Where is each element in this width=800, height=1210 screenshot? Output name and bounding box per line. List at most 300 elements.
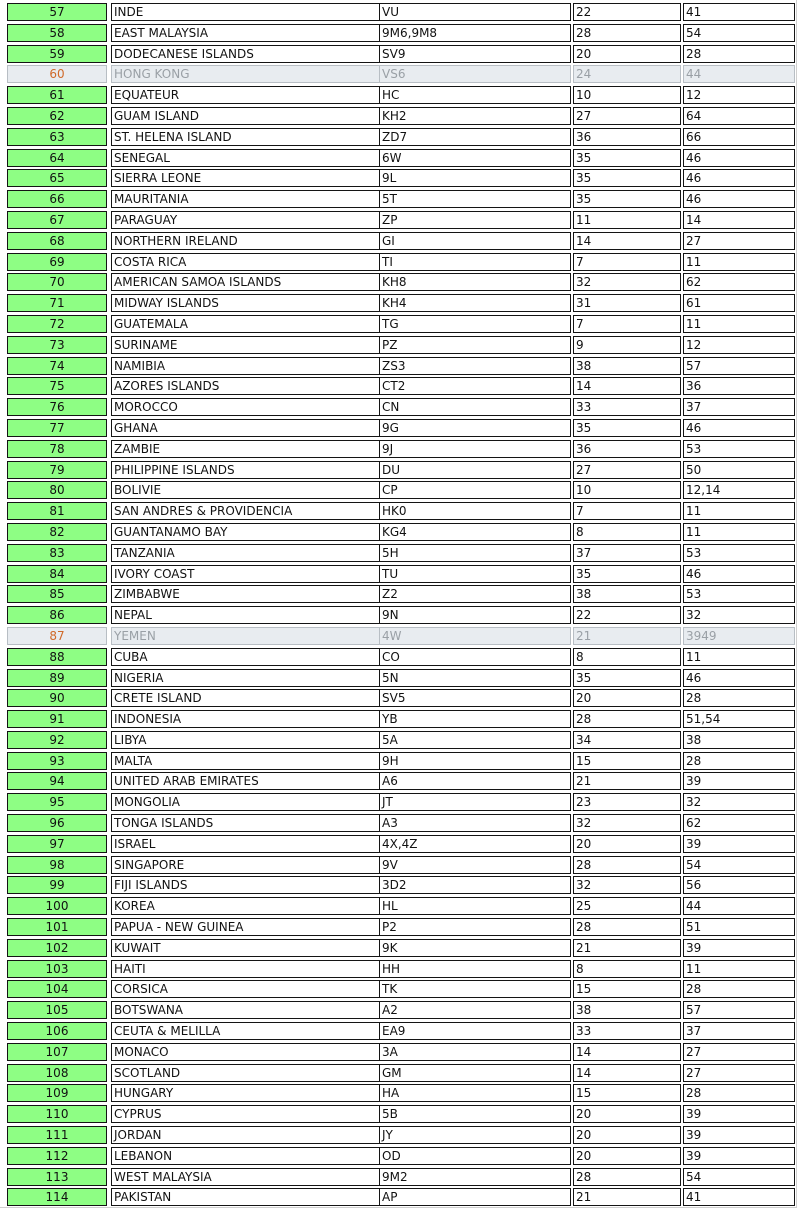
table-row [5,480,795,501]
prefix-cell: 3D2 [379,876,571,894]
itu-zone-cell: 11 [683,502,795,520]
country-name-cell: WEST MALAYSIA [111,1168,381,1186]
prefix-cell: 5B [379,1105,571,1123]
prefix-cell: HC [379,86,571,104]
entity-number-cell: 85 [7,585,107,603]
country-name-cell: INDONESIA [111,710,381,728]
itu-zone-cell: 39 [683,939,795,957]
prefix-cell: KH4 [379,294,571,312]
country-name-cell: SAN ANDRES & PROVIDENCIA [111,502,381,520]
cq-zone-cell: 20 [573,1126,681,1144]
country-name-cell: KUWAIT [111,939,381,957]
cq-zone-cell: 14 [573,377,681,395]
entity-number-cell: 112 [7,1147,107,1165]
cq-zone-cell: 28 [573,918,681,936]
table-row [5,1042,795,1063]
country-name-cell: KOREA [111,897,381,915]
prefix-cell: TG [379,315,571,333]
country-name-cell: MALTA [111,752,381,770]
prefix-cell: 5H [379,544,571,562]
prefix-cell: 9J [379,440,571,458]
country-name-cell: NEPAL [111,606,381,624]
prefix-cell: EA9 [379,1022,571,1040]
itu-zone-cell: 50 [683,461,795,479]
cq-zone-cell: 35 [573,190,681,208]
cq-zone-cell: 8 [573,960,681,978]
itu-zone-cell: 37 [683,398,795,416]
country-name-cell: PAPUA - NEW GUINEA [111,918,381,936]
entity-number-cell: 61 [7,86,107,104]
country-name-cell: CEUTA & MELILLA [111,1022,381,1040]
itu-zone-cell: 46 [683,169,795,187]
cq-zone-cell: 8 [573,523,681,541]
table-row [5,252,795,273]
itu-zone-cell: 46 [683,149,795,167]
entity-number-cell: 100 [7,897,107,915]
table-row [5,543,795,564]
itu-zone-cell: 27 [683,232,795,250]
cq-zone-cell: 38 [573,1001,681,1019]
itu-zone-cell: 39 [683,1126,795,1144]
country-name-cell: ISRAEL [111,835,381,853]
table-row [5,356,795,377]
cq-zone-cell: 22 [573,606,681,624]
prefix-cell: CP [379,481,571,499]
table-row [5,231,795,252]
cq-zone-cell: 28 [573,856,681,874]
country-name-cell: TONGA ISLANDS [111,814,381,832]
entity-number-cell: 91 [7,710,107,728]
itu-zone-cell: 27 [683,1043,795,1061]
table-row [5,418,795,439]
entity-number-cell: 73 [7,336,107,354]
country-name-cell: SIERRA LEONE [111,169,381,187]
cq-zone-cell: 35 [573,565,681,583]
entity-number-cell: 72 [7,315,107,333]
entity-number-cell: 66 [7,190,107,208]
itu-zone-cell: 37 [683,1022,795,1040]
cq-zone-cell: 32 [573,273,681,291]
prefix-cell: ZP [379,211,571,229]
entity-number-cell: 95 [7,793,107,811]
itu-zone-cell: 28 [683,45,795,63]
country-name-cell: GHANA [111,419,381,437]
table-row [5,148,795,169]
prefix-cell: P2 [379,918,571,936]
table-row [5,564,795,585]
itu-zone-cell: 39 [683,835,795,853]
country-name-cell: CYPRUS [111,1105,381,1123]
table-row [5,1187,795,1208]
cq-zone-cell: 35 [573,419,681,437]
country-name-cell: LIBYA [111,731,381,749]
entity-number-cell: 87 [7,627,107,645]
cq-zone-cell: 23 [573,793,681,811]
prefix-cell: VU [379,3,571,21]
entity-number-cell: 107 [7,1043,107,1061]
entity-number-cell: 104 [7,980,107,998]
cq-zone-cell: 15 [573,980,681,998]
cq-zone-cell: 20 [573,835,681,853]
itu-zone-cell: 53 [683,585,795,603]
table-row [5,751,795,772]
country-name-cell: GUANTANAMO BAY [111,523,381,541]
table-row [5,1021,795,1042]
entity-number-cell: 96 [7,814,107,832]
itu-zone-cell: 39 [683,772,795,790]
prefix-cell: JY [379,1126,571,1144]
prefix-cell: HK0 [379,502,571,520]
entity-number-cell: 114 [7,1188,107,1206]
table-row [5,293,795,314]
entity-number-cell: 80 [7,481,107,499]
cq-zone-cell: 20 [573,45,681,63]
table-row [5,64,795,85]
entity-number-cell: 76 [7,398,107,416]
table-row [5,1083,795,1104]
country-name-cell: AZORES ISLANDS [111,377,381,395]
table-row [5,314,795,335]
prefix-cell: A3 [379,814,571,832]
country-name-cell: HUNGARY [111,1084,381,1102]
prefix-cell: CT2 [379,377,571,395]
itu-zone-cell: 11 [683,960,795,978]
prefix-cell: HH [379,960,571,978]
itu-zone-cell: 51,54 [683,710,795,728]
country-name-cell: BOTSWANA [111,1001,381,1019]
table-row [5,938,795,959]
cq-zone-cell: 25 [573,897,681,915]
country-name-cell: MAURITANIA [111,190,381,208]
prefix-cell: 4W [379,627,571,645]
table-row [5,813,795,834]
entity-number-cell: 68 [7,232,107,250]
itu-zone-cell: 41 [683,1188,795,1206]
table-row [5,959,795,980]
table-row [5,210,795,231]
country-name-cell: BOLIVIE [111,481,381,499]
entity-number-cell: 101 [7,918,107,936]
cq-zone-cell: 21 [573,772,681,790]
cq-zone-cell: 7 [573,315,681,333]
country-name-cell: NAMIBIA [111,357,381,375]
prefix-cell: CN [379,398,571,416]
entity-number-cell: 89 [7,669,107,687]
itu-zone-cell: 12 [683,86,795,104]
table-row [5,792,795,813]
itu-zone-cell: 53 [683,544,795,562]
entity-number-cell: 103 [7,960,107,978]
country-name-cell: MOROCCO [111,398,381,416]
table-row [5,896,795,917]
country-name-cell: NIGERIA [111,669,381,687]
table-row [5,1167,795,1188]
itu-zone-cell: 11 [683,253,795,271]
cq-zone-cell: 21 [573,939,681,957]
itu-zone-cell: 11 [683,648,795,666]
prefix-cell: DU [379,461,571,479]
table-row [5,127,795,148]
entity-number-cell: 69 [7,253,107,271]
prefix-cell: KH2 [379,107,571,125]
country-name-cell: AMERICAN SAMOA ISLANDS [111,273,381,291]
country-name-cell: EAST MALAYSIA [111,24,381,42]
itu-zone-cell: 46 [683,419,795,437]
itu-zone-cell: 61 [683,294,795,312]
cq-zone-cell: 11 [573,211,681,229]
entity-number-cell: 109 [7,1084,107,1102]
cq-zone-cell: 21 [573,627,681,645]
itu-zone-cell: 44 [683,897,795,915]
table-row [5,1063,795,1084]
itu-zone-cell: 28 [683,752,795,770]
prefix-cell: TK [379,980,571,998]
country-name-cell: YEMEN [111,627,381,645]
itu-zone-cell: 39 [683,1105,795,1123]
entity-number-cell: 67 [7,211,107,229]
prefix-cell: A6 [379,772,571,790]
prefix-cell: VS6 [379,65,571,83]
cq-zone-cell: 35 [573,149,681,167]
table-row [5,335,795,356]
country-name-cell: ZIMBABWE [111,585,381,603]
prefix-cell: 9G [379,419,571,437]
country-name-cell: HONG KONG [111,65,381,83]
itu-zone-cell: 39 [683,1147,795,1165]
prefix-cell: KG4 [379,523,571,541]
entity-number-cell: 60 [7,65,107,83]
itu-zone-cell: 12 [683,336,795,354]
itu-zone-cell: 32 [683,793,795,811]
prefix-cell: CO [379,648,571,666]
table-row [5,272,795,293]
entity-number-cell: 111 [7,1126,107,1144]
table-row [5,730,795,751]
table-row [5,168,795,189]
entity-number-cell: 62 [7,107,107,125]
table-row [5,626,795,647]
country-name-cell: SURINAME [111,336,381,354]
prefix-cell: A2 [379,1001,571,1019]
table-row [5,23,795,44]
table-row [5,979,795,1000]
entity-number-cell: 64 [7,149,107,167]
cq-zone-cell: 20 [573,1105,681,1123]
entity-number-cell: 59 [7,45,107,63]
cq-zone-cell: 8 [573,648,681,666]
country-name-cell: INDE [111,3,381,21]
itu-zone-cell: 28 [683,1084,795,1102]
country-name-cell: MONGOLIA [111,793,381,811]
itu-zone-cell: 62 [683,814,795,832]
country-name-cell: EQUATEUR [111,86,381,104]
table-row [5,584,795,605]
cq-zone-cell: 27 [573,107,681,125]
country-name-cell: NORTHERN IRELAND [111,232,381,250]
cq-zone-cell: 15 [573,752,681,770]
itu-zone-cell: 44 [683,65,795,83]
entity-number-cell: 98 [7,856,107,874]
entity-number-cell: 75 [7,377,107,395]
entity-number-cell: 77 [7,419,107,437]
cq-zone-cell: 9 [573,336,681,354]
entity-number-cell: 106 [7,1022,107,1040]
table-row [5,668,795,689]
itu-zone-cell: 27 [683,1064,795,1082]
country-name-cell: TANZANIA [111,544,381,562]
entity-number-cell: 71 [7,294,107,312]
table-row [5,875,795,896]
table-row [5,106,795,127]
country-name-cell: SENEGAL [111,149,381,167]
country-name-cell: SCOTLAND [111,1064,381,1082]
entity-number-cell: 86 [7,606,107,624]
entity-number-cell: 97 [7,835,107,853]
country-name-cell: CUBA [111,648,381,666]
prefix-cell: 5T [379,190,571,208]
itu-zone-cell: 57 [683,357,795,375]
table-row [5,709,795,730]
country-name-cell: ST. HELENA ISLAND [111,128,381,146]
country-name-cell: PARAGUAY [111,211,381,229]
entity-number-cell: 94 [7,772,107,790]
table-row [5,2,795,23]
prefix-cell: KH8 [379,273,571,291]
itu-zone-cell: 54 [683,856,795,874]
entity-number-cell: 93 [7,752,107,770]
cq-zone-cell: 10 [573,86,681,104]
prefix-cell: 3A [379,1043,571,1061]
table-row [5,917,795,938]
country-name-cell: GUATEMALA [111,315,381,333]
country-name-cell: PAKISTAN [111,1188,381,1206]
country-name-cell: ZAMBIE [111,440,381,458]
prefix-cell: 9K [379,939,571,957]
itu-zone-cell: 28 [683,980,795,998]
cq-zone-cell: 24 [573,65,681,83]
entity-number-cell: 110 [7,1105,107,1123]
country-name-cell: JORDAN [111,1126,381,1144]
itu-zone-cell: 62 [683,273,795,291]
country-name-cell: HAITI [111,960,381,978]
cq-zone-cell: 22 [573,3,681,21]
prefix-cell: 9M2 [379,1168,571,1186]
entity-number-cell: 70 [7,273,107,291]
country-name-cell: PHILIPPINE ISLANDS [111,461,381,479]
prefix-cell: 5A [379,731,571,749]
itu-zone-cell: 32 [683,606,795,624]
cq-zone-cell: 28 [573,710,681,728]
entity-number-cell: 83 [7,544,107,562]
prefix-cell: TU [379,565,571,583]
cq-zone-cell: 28 [573,1168,681,1186]
prefix-cell: 5N [379,669,571,687]
entity-number-cell: 82 [7,523,107,541]
entity-number-cell: 65 [7,169,107,187]
cq-zone-cell: 14 [573,1064,681,1082]
itu-zone-cell: 36 [683,377,795,395]
table-row [5,1000,795,1021]
country-name-cell: IVORY COAST [111,565,381,583]
itu-zone-cell: 38 [683,731,795,749]
prefix-cell: TI [379,253,571,271]
prefix-cell: 9H [379,752,571,770]
entity-number-cell: 92 [7,731,107,749]
table-row [5,647,795,668]
cq-zone-cell: 14 [573,1043,681,1061]
country-name-cell: DODECANESE ISLANDS [111,45,381,63]
cq-zone-cell: 38 [573,585,681,603]
prefix-cell: PZ [379,336,571,354]
entity-number-cell: 63 [7,128,107,146]
entity-number-cell: 88 [7,648,107,666]
prefix-cell: GI [379,232,571,250]
cq-zone-cell: 32 [573,814,681,832]
country-name-cell: MIDWAY ISLANDS [111,294,381,312]
prefix-cell: ZS3 [379,357,571,375]
itu-zone-cell: 46 [683,565,795,583]
table-body [5,2,795,1208]
cq-zone-cell: 36 [573,128,681,146]
table-row [5,85,795,106]
itu-zone-cell: 51 [683,918,795,936]
cq-zone-cell: 21 [573,1188,681,1206]
cq-zone-cell: 34 [573,731,681,749]
cq-zone-cell: 33 [573,1022,681,1040]
entity-number-cell: 108 [7,1064,107,1082]
prefix-cell: Z2 [379,585,571,603]
entity-number-cell: 81 [7,502,107,520]
table-row [5,834,795,855]
country-name-cell: CORSICA [111,980,381,998]
table-row [5,439,795,460]
entity-number-cell: 57 [7,3,107,21]
cq-zone-cell: 38 [573,357,681,375]
prefix-cell: ZD7 [379,128,571,146]
prefix-cell: AP [379,1188,571,1206]
cq-zone-cell: 37 [573,544,681,562]
entity-number-cell: 78 [7,440,107,458]
country-name-cell: CRETE ISLAND [111,689,381,707]
prefix-cell: YB [379,710,571,728]
itu-zone-cell: 12,14 [683,481,795,499]
country-name-cell: FIJI ISLANDS [111,876,381,894]
table-row [5,855,795,876]
entity-number-cell: 102 [7,939,107,957]
cq-zone-cell: 20 [573,1147,681,1165]
cq-zone-cell: 7 [573,253,681,271]
itu-zone-cell: 28 [683,689,795,707]
country-name-cell: UNITED ARAB EMIRATES [111,772,381,790]
table-row [5,605,795,626]
itu-zone-cell: 3949 [683,627,795,645]
country-name-cell: COSTA RICA [111,253,381,271]
itu-zone-cell: 64 [683,107,795,125]
prefix-cell: SV9 [379,45,571,63]
itu-zone-cell: 66 [683,128,795,146]
table-row [5,1125,795,1146]
cq-zone-cell: 20 [573,689,681,707]
itu-zone-cell: 54 [683,24,795,42]
table-row [5,189,795,210]
table-row [5,397,795,418]
cq-zone-cell: 36 [573,440,681,458]
itu-zone-cell: 54 [683,1168,795,1186]
prefix-cell: OD [379,1147,571,1165]
itu-zone-cell: 14 [683,211,795,229]
cq-zone-cell: 35 [573,169,681,187]
cq-zone-cell: 28 [573,24,681,42]
